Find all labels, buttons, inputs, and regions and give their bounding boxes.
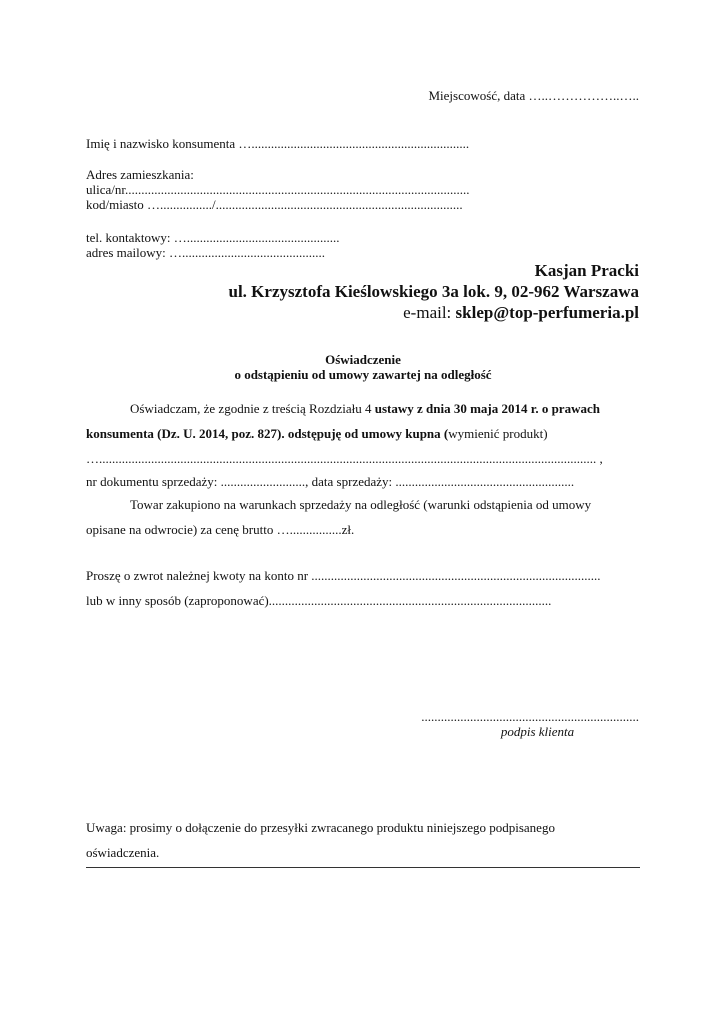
statement-line-2 (86, 426, 548, 441)
statement-product-hint: wymienić produkt) (448, 426, 548, 441)
document-line: nr dokumentu sprzedaży: .........................., data sprzedaży: ....................................................... (86, 474, 575, 489)
title-line-1: Oświadczenie (325, 352, 401, 367)
title-line-2: o odstąpieniu od umowy zawartej na odległość (234, 367, 492, 382)
signature-label: podpis klienta (500, 724, 575, 739)
email-line: adres mailowy: …............................................ (86, 245, 326, 260)
recipient-name: Kasjan Pracki (534, 261, 639, 280)
statement-law-ref: ustawy z dnia 30 maja 2014 r. o prawach (374, 401, 600, 416)
recipient-email-row (403, 303, 639, 323)
recipient-email-label: e-mail: (403, 303, 456, 322)
recipient-address: ul. Krzysztofa Kieślowskiego 3a lok. 9, 02-962 Warszawa (228, 282, 639, 301)
purchase-terms-line-1: Towar zakupiono na warunkach sprzedaży na odległość (warunki odstąpienia od umowy (130, 497, 592, 512)
refund-other-line: lub w inny sposób (zaproponować)....................................................................................... (86, 593, 552, 608)
note-line-2: oświadczenia. (86, 845, 160, 860)
note-line-1: Uwaga: prosimy o dołączenie do przesyłki zwracanego produktu niniejszego podpisanego (86, 820, 555, 835)
purchase-terms-line-2: opisane na odwrocie) za cenę brutto …................zł. (86, 522, 355, 537)
statement-text: Oświadczam, że zgodnie z treścią Rozdziału 4 (130, 401, 375, 416)
refund-account-line: Proszę o zwrot należnej kwoty na konto nr ......................................................................................... (86, 568, 601, 583)
statement-line-1 (130, 401, 600, 416)
street-line: ulica/nr.......................................................................................................... (86, 182, 470, 197)
consumer-name-line: Imię i nazwisko konsumenta …................................................................... (86, 136, 470, 151)
phone-line: tel. kontaktowy: …............................................... (86, 230, 340, 245)
statement-law-ref-cont: konsumenta (Dz. U. 2014, poz. 827). odstępuję od umowy kupna ( (86, 426, 449, 441)
recipient-email: sklep@top-perfumeria.pl (455, 303, 639, 322)
place-date-line: Miejscowość, data …..……………..….. (428, 88, 639, 103)
postal-city-line: kod/miasto …................/............................................................................ (86, 197, 463, 212)
footer-divider (86, 867, 640, 868)
product-dots-line: …......................................................................................................................................................... , (86, 451, 603, 466)
address-label: Adres zamieszkania: (86, 167, 194, 182)
signature-dots: ................................................................... (421, 709, 639, 724)
